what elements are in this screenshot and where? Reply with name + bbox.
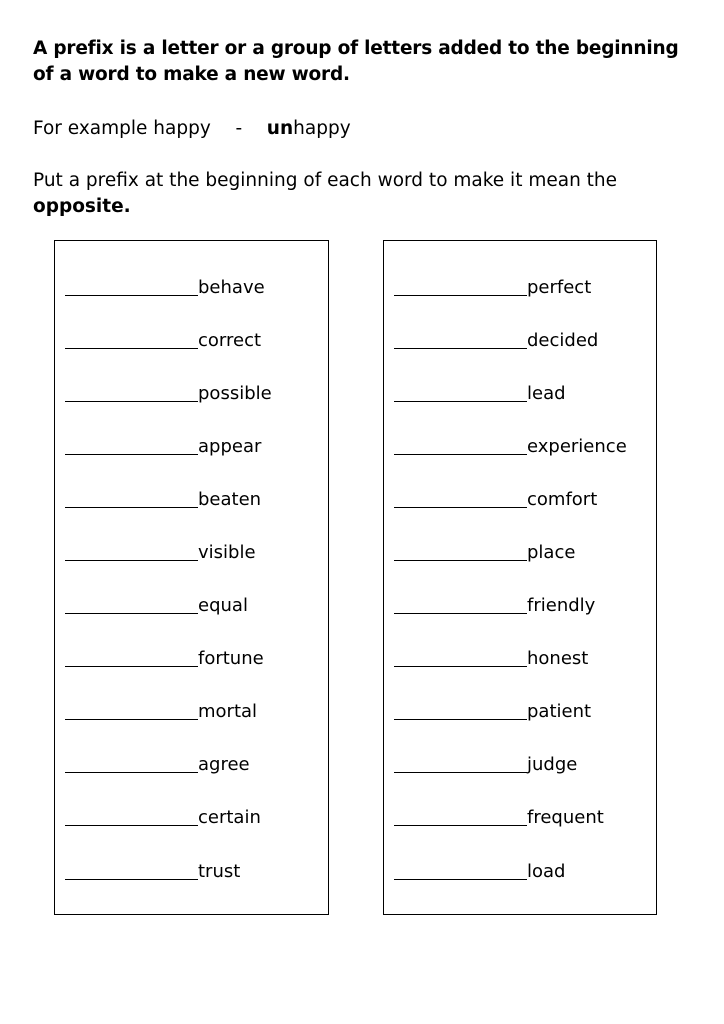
word-row xyxy=(65,750,250,776)
root-word: load xyxy=(527,861,566,882)
word-row xyxy=(394,591,595,617)
word-row xyxy=(394,326,598,352)
root-word: behave xyxy=(198,277,265,298)
word-row xyxy=(394,273,591,299)
example-label: For example happy xyxy=(33,118,211,139)
word-row xyxy=(65,538,256,564)
example-line xyxy=(33,116,351,142)
root-word: frequent xyxy=(527,807,604,828)
word-row xyxy=(394,485,597,511)
word-row xyxy=(394,697,591,723)
answer-blank[interactable] xyxy=(394,348,527,349)
word-row xyxy=(394,379,566,405)
word-row xyxy=(65,803,261,829)
word-row xyxy=(65,644,264,670)
word-row xyxy=(394,857,565,883)
answer-blank[interactable] xyxy=(65,401,198,402)
answer-blank[interactable] xyxy=(394,719,527,720)
answer-blank[interactable] xyxy=(394,401,527,402)
word-row xyxy=(65,591,248,617)
example-root: happy xyxy=(293,118,351,139)
word-row xyxy=(65,326,261,352)
word-row xyxy=(65,432,261,458)
answer-blank[interactable] xyxy=(394,295,527,296)
root-word: appear xyxy=(198,436,262,457)
instruction-emphasis: opposite. xyxy=(33,196,131,217)
word-row xyxy=(394,538,575,564)
answer-blank[interactable] xyxy=(394,772,527,773)
root-word: decided xyxy=(527,330,599,351)
word-row xyxy=(394,803,604,829)
root-word: equal xyxy=(198,595,248,616)
instruction-body: Put a prefix at the beginning of each word to make it mean the xyxy=(33,170,618,191)
answer-blank[interactable] xyxy=(65,879,198,880)
answer-blank[interactable] xyxy=(394,613,527,614)
word-row xyxy=(65,273,265,299)
root-word: fortune xyxy=(198,648,264,669)
answer-blank[interactable] xyxy=(394,825,527,826)
prefix-definition: A prefix is a letter or a group of letters added to the beginning of a word to make a new word. xyxy=(33,38,679,85)
answer-blank[interactable] xyxy=(394,560,527,561)
word-row xyxy=(394,750,577,776)
root-word: friendly xyxy=(527,595,596,616)
answer-blank[interactable] xyxy=(65,825,198,826)
root-word: trust xyxy=(198,861,241,882)
answer-blank[interactable] xyxy=(65,613,198,614)
answer-blank[interactable] xyxy=(65,348,198,349)
root-word: patient xyxy=(527,701,592,722)
example-prefix: un xyxy=(266,118,294,139)
word-row xyxy=(65,379,272,405)
root-word: perfect xyxy=(527,277,592,298)
root-word: experience xyxy=(527,436,627,457)
answer-blank[interactable] xyxy=(65,560,198,561)
root-word: certain xyxy=(198,807,261,828)
answer-blank[interactable] xyxy=(65,454,198,455)
answer-blank[interactable] xyxy=(65,772,198,773)
answer-blank[interactable] xyxy=(65,666,198,667)
root-word: judge xyxy=(527,754,578,775)
answer-blank[interactable] xyxy=(65,719,198,720)
root-word: agree xyxy=(198,754,250,775)
right-word-box xyxy=(383,240,657,915)
root-word: correct xyxy=(198,330,262,351)
intro-text xyxy=(33,36,703,88)
word-row xyxy=(65,857,240,883)
word-row xyxy=(65,697,257,723)
root-word: place xyxy=(527,542,576,563)
root-word: possible xyxy=(198,383,272,404)
answer-blank[interactable] xyxy=(394,666,527,667)
root-word: beaten xyxy=(198,489,262,510)
answer-blank[interactable] xyxy=(65,295,198,296)
answer-blank[interactable] xyxy=(65,507,198,508)
root-word: visible xyxy=(198,542,256,563)
root-word: lead xyxy=(527,383,566,404)
root-word: honest xyxy=(527,648,589,669)
word-row xyxy=(394,432,627,458)
answer-blank[interactable] xyxy=(394,454,527,455)
word-row xyxy=(394,644,588,670)
root-word: mortal xyxy=(198,701,258,722)
example-separator: - xyxy=(235,118,243,139)
instruction-text xyxy=(33,168,693,220)
answer-blank[interactable] xyxy=(394,879,527,880)
word-row xyxy=(65,485,261,511)
root-word: comfort xyxy=(527,489,598,510)
left-word-box xyxy=(54,240,329,915)
answer-blank[interactable] xyxy=(394,507,527,508)
